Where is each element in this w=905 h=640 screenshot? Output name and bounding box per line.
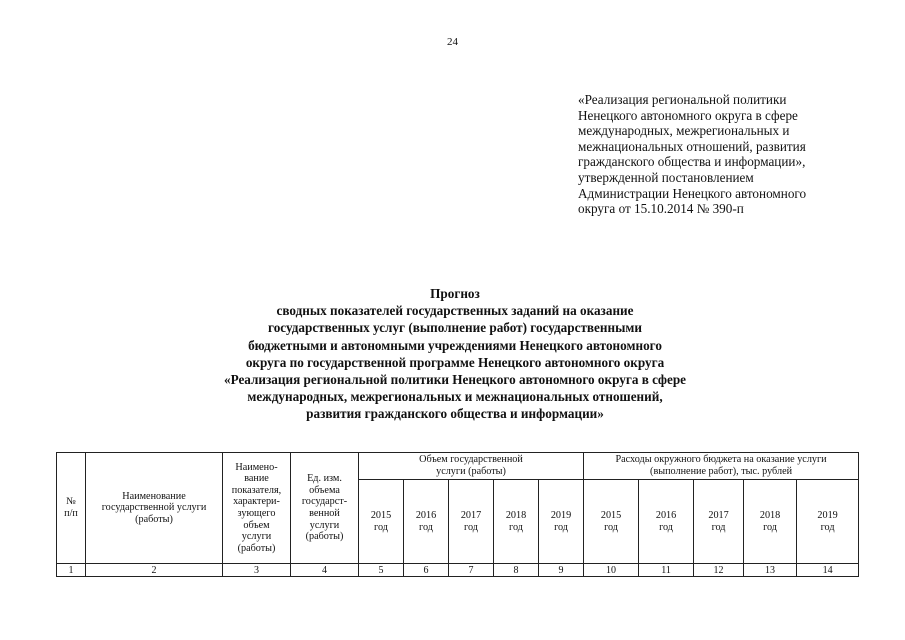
approval-line: гражданского общества и информации», [578, 154, 806, 170]
column-number: 2 [86, 564, 223, 577]
header-volume-year: 2015 год [359, 480, 404, 564]
column-number: 5 [359, 564, 404, 577]
approval-line: Ненецкого автономного округа в сфере [578, 107, 798, 123]
column-number-row [57, 564, 859, 577]
column-number: 9 [539, 564, 584, 577]
title-line: развития гражданского общества и информации» [306, 406, 604, 422]
title-line: государственных услуг (выполнение работ) государственными [268, 320, 642, 336]
forecast-table [56, 452, 859, 577]
column-number: 8 [494, 564, 539, 577]
header-expense-year: 2018 год [744, 480, 797, 564]
approval-line: округа от 15.10.2014 № 390-п [578, 201, 744, 217]
column-number: 6 [404, 564, 449, 577]
column-number: 12 [694, 564, 744, 577]
approval-line: Администрации Ненецкого автономного [578, 185, 807, 201]
column-number: 4 [291, 564, 359, 577]
column-number: 14 [797, 564, 859, 577]
column-number: 11 [639, 564, 694, 577]
header-indicator: Наимено- вание показателя, характери- зующего объем услуги (работы) [223, 453, 291, 564]
header-volume-group: Объем государственной услуги (работы) [359, 453, 584, 480]
column-number: 13 [744, 564, 797, 577]
header-row-groups [57, 453, 859, 480]
header-volume-year: 2016 год [404, 480, 449, 564]
header-service-name: Наименование государственной услуги (работы) [86, 453, 223, 564]
column-number: 7 [449, 564, 494, 577]
header-volume-year: 2018 год [494, 480, 539, 564]
approval-line: «Реализация региональной политики [578, 92, 787, 107]
header-unit: Ед. изм. объема государст- венной услуги (работы) [291, 453, 359, 564]
title-line: сводных показателей государственных заданий на оказание [276, 303, 634, 319]
document-title [100, 285, 810, 423]
header-expense-year: 2015 год [584, 480, 639, 564]
header-volume-year: 2019 год [539, 480, 584, 564]
header-expense-year: 2016 год [639, 480, 694, 564]
column-number: 1 [57, 564, 86, 577]
header-expense-group: Расходы окружного бюджета на оказание услуги (выполнение работ), тыс. рублей [584, 453, 859, 480]
title-line: округа по государственной программе Ненецкого автономного округа [245, 354, 665, 370]
title-line: Прогноз [430, 286, 480, 301]
column-number: 10 [584, 564, 639, 577]
header-volume-year: 2017 год [449, 480, 494, 564]
approval-line: утвержденной постановлением [578, 169, 754, 185]
approval-reference [578, 92, 878, 217]
title-line: бюджетными и автономными учреждениями Ненецкого автономного [248, 337, 662, 353]
page-number: 24 [447, 36, 458, 48]
approval-line: международных, межрегиональных и [578, 123, 790, 139]
header-expense-year: 2019 год [797, 480, 859, 564]
header-num: № п/п [57, 453, 86, 564]
title-line: «Реализация региональной политики Ненецкого автономного округа в сфере [223, 372, 687, 388]
header-expense-year: 2017 год [694, 480, 744, 564]
title-line: международных, межрегиональных и межнациональных отношений, [247, 389, 663, 405]
column-number: 3 [223, 564, 291, 577]
approval-line: межнациональных отношений, развития [578, 138, 806, 154]
